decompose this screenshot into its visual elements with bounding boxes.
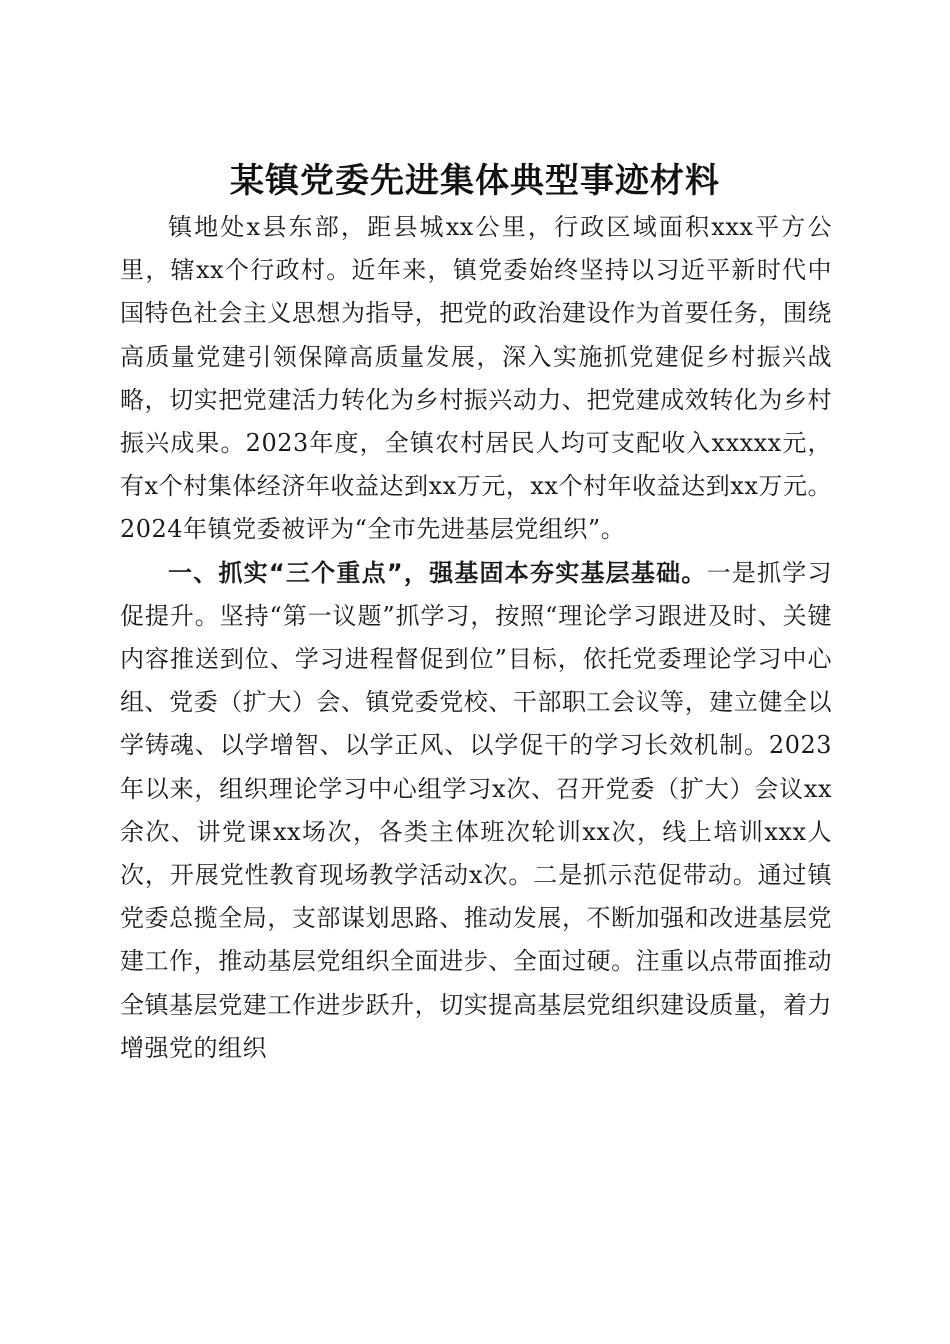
section-one-heading: 一、抓实“三个重点”，强基固本夯实基层基础。 xyxy=(168,558,707,587)
page-title: 某镇党委先进集体典型事迹材料 xyxy=(230,160,720,201)
section-one-text: 一是抓学习促提升。坚持“第一议题”抓学习，按照“理论学习跟进及时、关键内容推送到位、学习进程督促到位”目标，依托党委理论学习中心组、党委（扩大）会、镇党委党校、干部职工会议等，建立健全以学铸魂、以学增智、以学正风、以学促干的学习长效机制。2023年以来，组织理论学习中心组学习x次、召开党委（扩大）会议xx余次、讲党课xx场次，各类主体班次轮训xx次，线上培训xxx人次，开展党性教育现场教学活动x次。二是抓示范促带动。通过镇党委总揽全局，支部谋划思路、推动发展，不断加强和改进基层党建工作，推动基层党组织全面进步、全面过硬。注重以点带面推动全镇基层党建工作进步跃升，切实提高基层党组织建设质量，着力增强党的组织 xyxy=(120,558,833,1062)
document-body xyxy=(120,206,832,1070)
section-one-paragraph xyxy=(120,552,832,1070)
intro-paragraph xyxy=(120,206,832,552)
intro-paragraph-text: 镇地处x县东部，距县城xx公里，行政区域面积xxx平方公里，辖xx个行政村。近年来，镇党委始终坚持以习近平新时代中国特色社会主义思想为指导，把党的政治建设作为首要任务，围绕高质量党建引领保障高质量发展，深入实施抓党建促乡村振兴战略，切实把党建活力转化为乡村振兴动力、把党建成效转化为乡村振兴成果。2023年度，全镇农村居民人均可支配收入xxxxx元，有x个村集体经济年收益达到xx万元，xx个村年收益达到xx万元。2024年镇党委被评为“全市先进基层党组织”。 xyxy=(120,213,832,544)
